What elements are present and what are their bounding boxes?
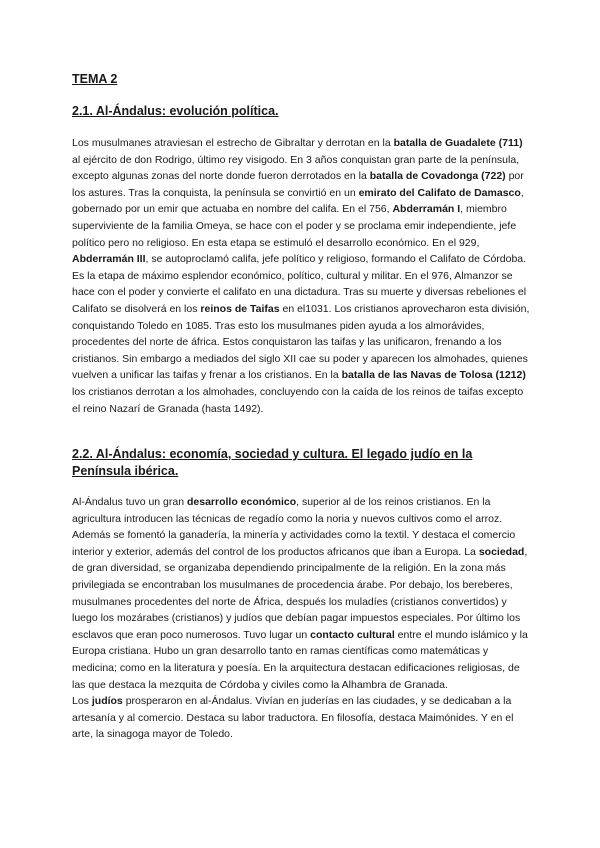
text-run: entre el mundo islámico y la Europa cristiana. Hubo un gran desarrollo tanto en ramas científicas como matemáticas y medicina; como en la literatura y poesía. En la arquitectura destacan edificaciones religiosas, de las que destaca la mezquita de Córdoba y civiles como la Alhambra de Granada. [72, 628, 528, 691]
text-run: Los [72, 695, 92, 708]
section-2-body [72, 494, 530, 743]
bold-text-run: Abderramán III [72, 253, 146, 266]
bold-text-run: sociedad [478, 545, 525, 558]
section-1-heading: 2.1. Al-Ándalus: evolución política. [72, 104, 279, 118]
bold-text-run: contacto cultural [310, 628, 395, 641]
bold-text-run: reinos de Taifas [200, 302, 280, 315]
text-run: al ejército de don Rodrigo, último rey visigodo. En 3 años conquistan gran parte de la península, excepto algunas zonas del norte donde fueron derrotados en la [72, 153, 520, 183]
bold-text-run: batalla de Guadalete (711) [393, 137, 523, 149]
bold-text-run: batalla de las Navas de Tolosa (1212) [341, 369, 526, 382]
section-1-body [72, 135, 530, 417]
text-run: , miembro superviviente de la familia Omeya, se hace con el poder y se proclama emir independiente, jefe político pero no religioso. En esta etapa se estimuló el desarrollo económico. En el 929, [72, 203, 517, 249]
text-run: en el1031. Los cristianos aprovecharon esta división, conquistando Toledo en 1085. Tras esto los musulmanes piden ayuda a los almorávides, procedentes del norte de áfrica. Estos conquistaron las taifas y las unificaron, frenando a los cristianos. Sin embargo a mediados del siglo XII cae su poder y aparecen los almohades, quienes vuelven a unificar las taifas y frenar a los cristianos. En la [72, 302, 530, 382]
bold-text-run: emirato del Califato de Damasco [358, 186, 521, 199]
text-run: , de gran diversidad, se organizaba dependiendo principalmente de la religión. En la zona más privilegiada se encontraban los musulmanes de procedencia árabe. Por debajo, los bereberes, musulmanes procedentes del norte de África, después los muladíes (cristianos convertidos) y luego los mozárabes (cristianos) y judíos que debían pagar impuestos especiales. Por último los esclavos que eran poco numerosos. Tuvo lugar un [72, 545, 528, 641]
section-1-paragraph [72, 135, 530, 417]
section-2-paragraph-2 [72, 693, 530, 743]
text-run: , se autoproclamó califa, jefe político y religioso, formando el Califato de Córdoba. Es la etapa de máximo esplendor económico, político, cultural y militar. En el 976, Almanzor se hace con el poder y convierte el califato en una dictadura. Tras su muerte y diversas rebeliones el Califato se disolverá en los [72, 253, 527, 315]
bold-text-run: judíos [91, 695, 123, 708]
text-run: por los astures. Tras la conquista, la península se convirtió en un [72, 170, 524, 199]
section-2-heading: 2.2. Al-Ándalus: economía, sociedad y cultura. El legado judío en la Península ibérica. [72, 447, 473, 478]
bold-text-run: batalla de Covadonga (722) [369, 170, 506, 183]
document-title: TEMA 2 [72, 72, 118, 86]
text-run: Los musulmanes atraviesan el estrecho de Gibraltar y derrotan en la [72, 137, 394, 149]
text-run: Al-Ándalus tuvo un gran [72, 496, 187, 508]
bold-text-run: Abderramán I [392, 203, 461, 216]
text-run: , superior al de los reinos cristianos. En la agricultura introducen las técnicas de regadío como la noria y nuevos cultivos como el arroz. Además se fomentó la ganadería, la minería y actividades como la textil. Y destaca el comercio interior y exterior, además del control de los productos africanos que iban a Europa. La [72, 496, 516, 558]
text-run: , gobernado por un emir que actuaba en nombre del califa. En el 756, [72, 186, 524, 216]
text-run: prosperaron en al-Ándalus. Vivían en juderías en las ciudades, y se dedicaban a la artesanía y al comercio. Destaca su labor traductora. En filosofía, destaca Maimónides. Y en el arte, la sinagoga mayor de Toledo. [72, 695, 514, 741]
section-2-paragraph-1 [72, 494, 530, 693]
text-run: los cristianos derrotan a los almohades, concluyendo con la caída de los reinos de taifas excepto el reino Nazarí de Granada (hasta 1492). [72, 385, 524, 415]
bold-text-run: desarrollo económico [187, 496, 297, 508]
